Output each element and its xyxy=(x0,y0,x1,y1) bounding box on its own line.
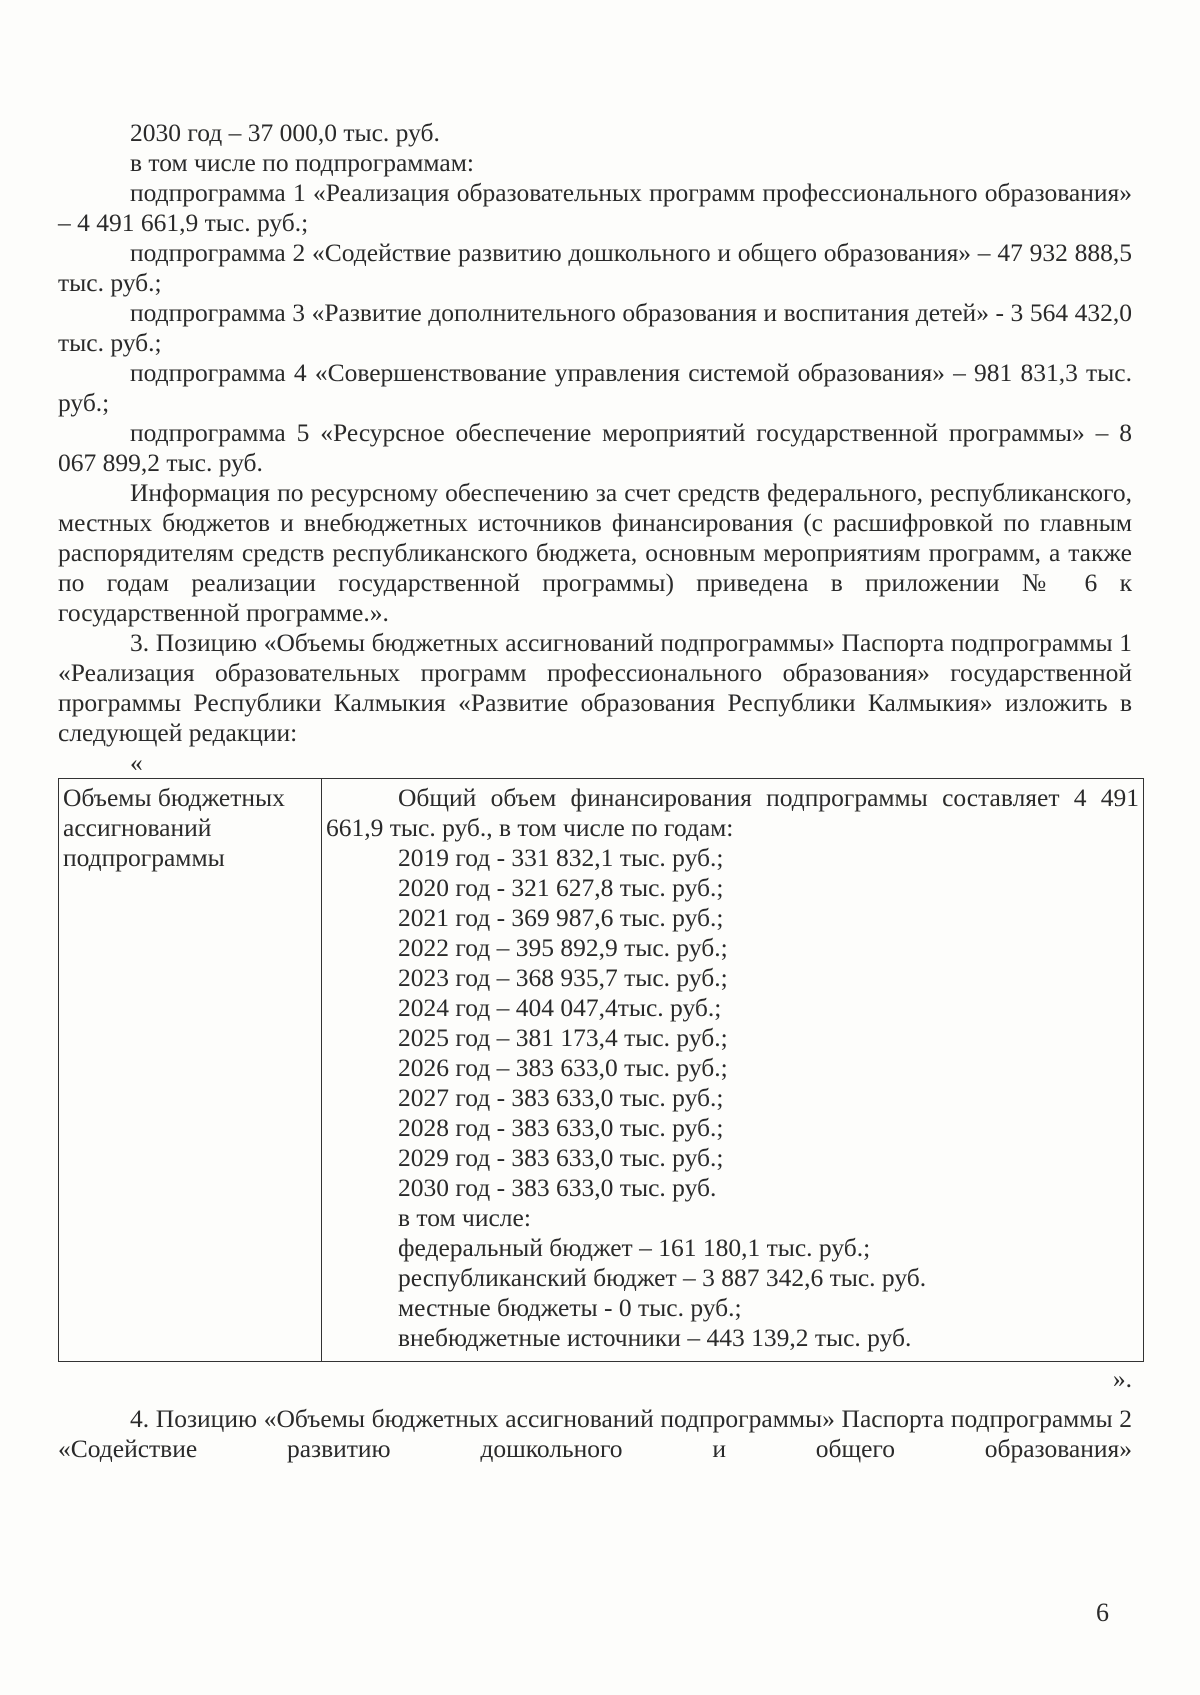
info-paragraph: Информация по ресурсному обеспечению за счет средств федерального, республиканского, местных бюджетов и внебюджетных источников финансирования (с расшифровкой по главным распорядителям средств республиканского бюджета, основным мероприятиям программ, а также по годам реализации государственной программы) приведена в приложении № 6 к государственной программе.». xyxy=(58,478,1132,627)
document-body xyxy=(58,118,1139,1464)
budget-label: Объемы бюджетных ассигнований подпрограммы xyxy=(63,783,285,872)
year-line: 2028 год - 383 633,0 тыс. руб.; xyxy=(398,1113,724,1142)
budget-label-cell xyxy=(59,779,322,1362)
item-3-paragraph: 3. Позицию «Объемы бюджетных ассигнований подпрограммы» Паспорта подпрограммы 1 «Реализация образовательных программ профессионального образования» государственной программы Республики Калмыкия «Развитие образования Республики Калмыкия» изложить в следующей редакции: xyxy=(58,628,1132,747)
open-quote: « xyxy=(130,748,143,777)
subprogram-4: подпрограмма 4 «Совершенствование управления системой образования» – 981 831,3 тыс. руб.; xyxy=(58,358,1132,417)
page-number: 6 xyxy=(1096,1598,1109,1627)
year-line: 2026 год – 383 633,0 тыс. руб.; xyxy=(398,1053,728,1082)
year-line: 2019 год - 331 832,1 тыс. руб.; xyxy=(398,843,724,872)
source-line: местные бюджеты - 0 тыс. руб.; xyxy=(398,1293,742,1322)
subprogram-3: подпрограмма 3 «Развитие дополнительного образования и воспитания детей» - 3 564 432,0 тыс. руб.; xyxy=(58,298,1132,357)
year-line: 2030 год - 383 633,0 тыс. руб. xyxy=(398,1173,717,1202)
year-line: 2022 год – 395 892,9 тыс. руб.; xyxy=(398,933,728,962)
source-line: федеральный бюджет – 161 180,1 тыс. руб.; xyxy=(398,1233,871,1262)
year-line: 2029 год - 383 633,0 тыс. руб.; xyxy=(398,1143,724,1172)
subprogram-2: подпрограмма 2 «Содействие развитию дошкольного и общего образования» – 47 932 888,5 тыс. руб.; xyxy=(58,238,1132,297)
budget-values-cell xyxy=(322,779,1144,1362)
subprogram-1: подпрограмма 1 «Реализация образовательных программ профессионального образования» – 4 491 661,9 тыс. руб.; xyxy=(58,178,1132,237)
year-line: 2023 год – 368 935,7 тыс. руб.; xyxy=(398,963,728,992)
intro-line-year-2030: 2030 год – 37 000,0 тыс. руб. xyxy=(130,118,440,147)
source-line: внебюджетные источники – 443 139,2 тыс. руб. xyxy=(398,1323,912,1352)
spacer xyxy=(58,1394,1132,1404)
year-line: 2020 год - 321 627,8 тыс. руб.; xyxy=(398,873,724,902)
item-4-paragraph: 4. Позицию «Объемы бюджетных ассигнований подпрограммы» Паспорта подпрограммы 2 «Содействие развитию дошкольного и общего образования» xyxy=(58,1404,1132,1463)
including-label: в том числе: xyxy=(398,1203,531,1232)
year-line: 2021 год - 369 987,6 тыс. руб.; xyxy=(398,903,724,932)
table-row xyxy=(59,779,1144,1362)
year-line: 2027 год - 383 633,0 тыс. руб.; xyxy=(398,1083,724,1112)
budget-table xyxy=(58,778,1144,1362)
budget-total: Общий объем финансирования подпрограммы составляет 4 491 661,9 тыс. руб., в том числе по годам: xyxy=(326,783,1139,842)
intro-line-subprograms: в том числе по подпрограммам: xyxy=(130,148,474,177)
close-quote: ». xyxy=(1112,1364,1132,1393)
source-line: республиканский бюджет – 3 887 342,6 тыс. руб. xyxy=(398,1263,927,1292)
year-line: 2024 год – 404 047,4тыс. руб.; xyxy=(398,993,722,1022)
year-line: 2025 год – 381 173,4 тыс. руб.; xyxy=(398,1023,728,1052)
subprogram-5: подпрограмма 5 «Ресурсное обеспечение мероприятий государственной программы» – 8 067 899,2 тыс. руб. xyxy=(58,418,1132,477)
